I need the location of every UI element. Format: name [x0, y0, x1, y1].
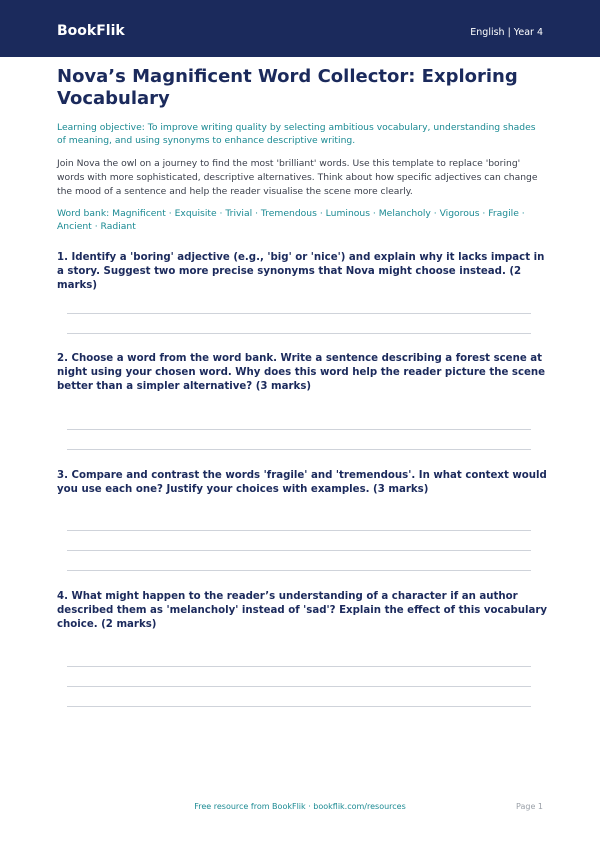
answer-line[interactable]: [67, 333, 531, 334]
intro-paragraph: Join Nova the owl on a journey to find the most 'brilliant' words. Use this template to replace 'boring' words with more sophisticated, descriptive alternatives. Think about how specific adjectives can change the mood of a sentence and help the reader visualise the scene more clearly.: [57, 158, 538, 197]
answer-line[interactable]: [67, 706, 531, 707]
footer-credit[interactable]: Free resource from BookFlik · bookflik.com/resources: [194, 802, 406, 811]
subject-label: English | Year 4: [470, 27, 543, 38]
answer-line[interactable]: [67, 570, 531, 571]
brand-logo[interactable]: BookFlik: [57, 23, 125, 39]
question-3: 3. Compare and contrast the words 'fragile' and 'tremendous'. In what context would you use each one? Justify your choices with examples. (3 marks): [57, 470, 547, 495]
answer-line[interactable]: [67, 530, 531, 531]
header-bar: [0, 0, 600, 57]
answer-line[interactable]: [67, 666, 531, 667]
answer-line[interactable]: [67, 449, 531, 450]
answer-line[interactable]: [67, 429, 531, 430]
word-bank: Word bank: Magnificent · Exquisite · Trivial · Tremendous · Luminous · Melancholy · Vigorous · Fragile · Ancient · Radiant: [57, 208, 525, 232]
question-4: 4. What might happen to the reader’s understanding of a character if an author described them as 'melancholy' instead of 'sad'? Explain the effect of this vocabulary choice. (2 marks): [57, 591, 548, 630]
answer-line[interactable]: [67, 550, 531, 551]
answer-line[interactable]: [67, 686, 531, 687]
page-number: Page 1: [516, 802, 543, 811]
question-2: 2. Choose a word from the word bank. Write a sentence describing a forest scene at night using your chosen word. Why does this word help the reader picture the scene better than a simpler alternative? (3 marks): [57, 353, 546, 392]
answer-line[interactable]: [67, 313, 531, 314]
page-title: Nova’s Magnificent Word Collector: Exploring Vocabulary: [57, 66, 518, 109]
learning-objective: Learning objective: To improve writing quality by selecting ambitious vocabulary, understanding shades of meaning, and using synonyms to enhance descriptive writing.: [57, 122, 536, 146]
question-1: 1. Identify a 'boring' adjective (e.g., 'big' or 'nice') and explain why it lacks impact in a story. Suggest two more precise synonyms that Nova might choose instead. (2 marks): [57, 252, 545, 291]
